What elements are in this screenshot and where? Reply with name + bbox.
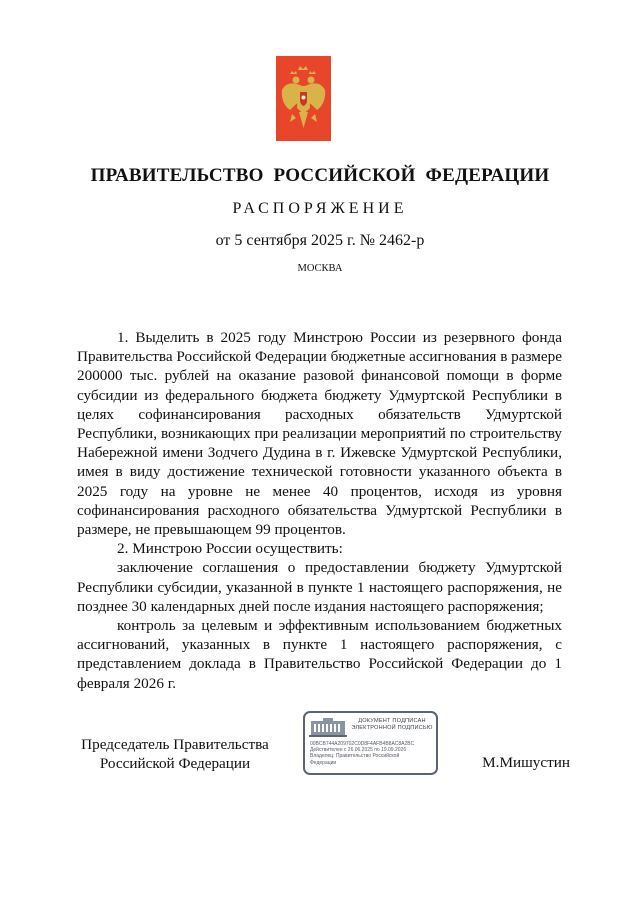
stamp-certificate: 00BCB744A209702C0D8F4AFB4B8AC8A2BC <box>310 741 415 747</box>
stamp-validity: Действителен с 26.06.2025 по 19.09.2026 <box>310 747 407 754</box>
paragraph-3: заключение соглашения о предоставлении бюджету Удмуртской Республики субсидии, указанной в пункте 1 настоящего распоряжения, не позднее 30 календарных дней после издания настоящего распоряжения; <box>77 559 562 615</box>
document-city: МОСКВА <box>297 263 343 274</box>
stamp-title <box>349 718 435 732</box>
paragraph-1: 1. Выделить в 2025 году Минстрою России из резервного фонда Правительства Российской Федерации бюджетные ассигнования в размере 200000 тыс. рублей на оказание разовой финансовой помощи в форме субсидии из федерального бюджета бюджету Удмуртской Республики в целях софинансирования расходных обязательств Удмуртской Республики, возникающих при реализации мероприятий по строительству Набережной имени Зодчего Дудина в г. Ижевске Удмуртской Республики, имея в виду достижение технической готовности указанного объекта в 2025 году на уровне не менее 40 процентов, исходя из уровня софинансирования расходного обязательства Удмуртской Республики в размере, не превышающем 99 процентов. <box>77 329 562 539</box>
paragraph-2: 2. Минстрою России осуществить: <box>117 540 343 558</box>
signer-position <box>70 735 280 773</box>
electronic-signature-stamp <box>303 711 438 775</box>
order-body <box>77 328 562 693</box>
government-building-icon <box>309 717 347 737</box>
stamp-owner-line-1: Владелец: Правительство Российской <box>310 753 400 760</box>
document-type: РАСПОРЯЖЕНИЕ <box>232 200 408 217</box>
paragraph-4: контроль за целевым и эффективным использованием бюджетных ассигнований, указанных в пункте 1 настоящего распоряжения, с представлением доклада в Правительство Российской Федерации до 1 февраля 2026 г. <box>77 617 562 692</box>
signer-position-line-1: Председатель Правительства <box>81 736 269 753</box>
signer-name: М.Мишустин <box>482 754 570 771</box>
document-date-number: от 5 сентября 2025 г. № 2462-р <box>215 232 425 249</box>
stamp-owner-line-2: Федерации <box>310 759 337 766</box>
stamp-title-line-1: ДОКУМЕНТ ПОДПИСАН <box>358 718 426 724</box>
russian-coat-of-arms-icon <box>276 56 331 141</box>
coat-of-arms-emblem <box>276 56 331 141</box>
stamp-details <box>310 741 436 766</box>
government-title: ПРАВИТЕЛЬСТВО РОССИЙСКОЙ ФЕДЕРАЦИИ <box>90 165 550 186</box>
signer-position-line-2: Российской Федерации <box>99 755 251 772</box>
stamp-title-line-2: ЭЛЕКТРОННОЙ ПОДПИСЬЮ <box>351 725 433 731</box>
